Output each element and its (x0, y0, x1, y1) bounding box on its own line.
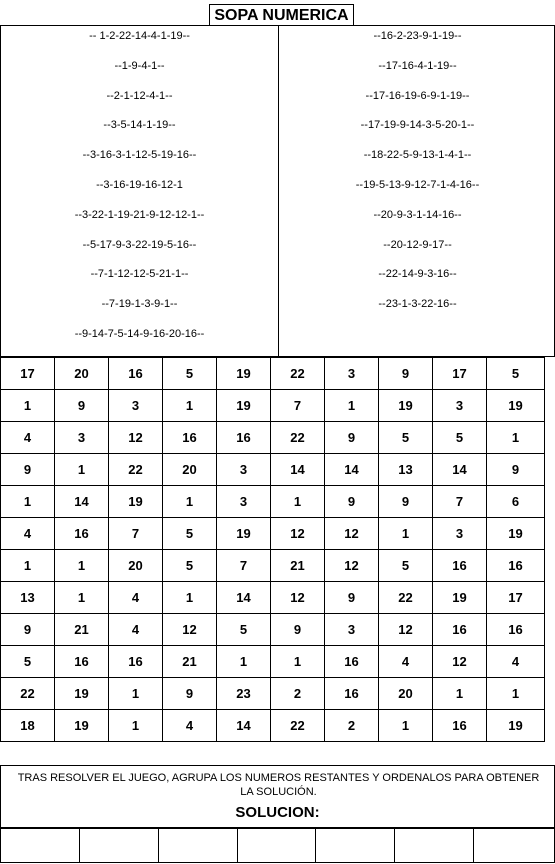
grid-cell[interactable]: 22 (379, 582, 433, 614)
clue-item: --20-9-3-1-14-16-- (373, 208, 462, 221)
grid-row (1, 582, 545, 614)
grid-cell[interactable]: 9 (163, 678, 217, 710)
grid-cell[interactable]: 16 (55, 646, 109, 678)
grid-cell[interactable]: 1 (163, 582, 217, 614)
grid-cell[interactable]: 1 (325, 390, 379, 422)
solution-box[interactable] (474, 829, 555, 863)
grid-cell[interactable]: 21 (55, 614, 109, 646)
clue-item: --16-2-23-9-1-19-- (373, 30, 462, 42)
grid-cell[interactable]: 1 (379, 710, 433, 742)
grid-cell[interactable]: 9 (379, 486, 433, 518)
clue-item: --19-5-13-9-12-7-1-4-16-- (355, 179, 480, 191)
grid-cell[interactable]: 16 (433, 710, 487, 742)
grid-cell[interactable]: 1 (1, 486, 55, 518)
grid-cell[interactable]: 3 (325, 614, 379, 646)
grid-cell[interactable]: 21 (271, 550, 325, 582)
grid-cell[interactable]: 1 (163, 486, 217, 518)
grid-cell[interactable]: 16 (433, 550, 487, 582)
grid-cell[interactable]: 19 (379, 390, 433, 422)
grid-cell[interactable]: 5 (433, 422, 487, 454)
grid-cell[interactable]: 12 (379, 614, 433, 646)
grid-cell[interactable]: 4 (1, 422, 55, 454)
grid-cell[interactable]: 16 (109, 358, 163, 390)
grid-cell[interactable]: 1 (55, 582, 109, 614)
grid-cell[interactable]: 14 (55, 486, 109, 518)
grid-cell[interactable]: 7 (271, 390, 325, 422)
solution-box[interactable] (79, 829, 158, 863)
grid-cell[interactable]: 12 (325, 550, 379, 582)
grid-cell[interactable]: 17 (433, 358, 487, 390)
grid-cell[interactable]: 5 (163, 550, 217, 582)
grid-cell[interactable]: 1 (109, 710, 163, 742)
clue-item: --17-16-4-1-19-- (378, 59, 457, 72)
grid-cell[interactable]: 3 (217, 486, 271, 518)
grid-cell[interactable]: 19 (217, 358, 271, 390)
clue-item: --7-19-1-3-9-1-- (101, 298, 178, 311)
grid-cell[interactable]: 20 (55, 358, 109, 390)
grid-cell[interactable]: 22 (271, 710, 325, 742)
grid-cell[interactable]: 16 (433, 614, 487, 646)
grid-cell[interactable]: 19 (55, 710, 109, 742)
grid-cell[interactable]: 12 (271, 518, 325, 550)
grid-cell[interactable]: 19 (217, 390, 271, 422)
grid-cell[interactable]: 4 (487, 646, 545, 678)
grid-cell[interactable]: 19 (487, 710, 545, 742)
grid-cell[interactable]: 13 (1, 582, 55, 614)
grid-cell[interactable]: 16 (487, 550, 545, 582)
grid-cell[interactable]: 12 (163, 614, 217, 646)
grid-cell[interactable]: 14 (325, 454, 379, 486)
grid-row (1, 486, 545, 518)
grid-cell[interactable]: 18 (1, 710, 55, 742)
grid-row (1, 422, 545, 454)
grid-cell[interactable]: 21 (163, 646, 217, 678)
clue-item: --9-14-7-5-14-9-16-20-16-- (74, 328, 205, 340)
grid-cell[interactable]: 22 (271, 422, 325, 454)
grid-cell[interactable]: 16 (325, 646, 379, 678)
grid-cell[interactable]: 7 (217, 550, 271, 582)
grid-cell[interactable]: 2 (325, 710, 379, 742)
page-title: SOPA NUMERICA (209, 4, 354, 25)
clue-list-left (1, 26, 278, 356)
grid-cell[interactable]: 5 (1, 646, 55, 678)
clue-list-right (279, 26, 555, 356)
grid-cell[interactable]: 19 (433, 582, 487, 614)
grid-cell[interactable]: 22 (271, 358, 325, 390)
grid-cell[interactable]: 19 (109, 486, 163, 518)
clue-item: -- 1-2-22-14-4-1-19-- (89, 30, 190, 42)
solution-box[interactable] (158, 829, 237, 863)
grid-row (1, 454, 545, 486)
grid-cell[interactable]: 2 (271, 678, 325, 710)
instructions-text: TRAS RESOLVER EL JUEGO, AGRUPA LOS NUMEROS RESTANTES Y ORDENALOS PARA OBTENER LA SOLUCIÓN. (17, 772, 540, 798)
grid-cell[interactable]: 9 (325, 422, 379, 454)
grid-cell[interactable]: 7 (109, 518, 163, 550)
grid-cell[interactable]: 19 (487, 390, 545, 422)
grid-cell[interactable]: 4 (109, 614, 163, 646)
grid-cell[interactable]: 5 (379, 422, 433, 454)
grid-cell[interactable]: 1 (217, 646, 271, 678)
solution-boxes (0, 828, 555, 863)
grid-cell[interactable]: 9 (271, 614, 325, 646)
grid-row (1, 550, 545, 582)
grid-cell[interactable]: 1 (1, 390, 55, 422)
grid-cell[interactable]: 16 (217, 422, 271, 454)
clue-item: --3-5-14-1-19-- (103, 119, 176, 132)
grid-cell[interactable]: 12 (271, 582, 325, 614)
grid-cell[interactable]: 16 (325, 678, 379, 710)
solution-box[interactable] (316, 829, 395, 863)
grid-cell[interactable]: 5 (163, 358, 217, 390)
grid-cell[interactable]: 5 (217, 614, 271, 646)
grid-cell[interactable]: 16 (55, 518, 109, 550)
grid-cell[interactable]: 6 (487, 486, 545, 518)
grid-cell[interactable]: 19 (55, 678, 109, 710)
clue-item: --22-14-9-3-16-- (378, 268, 457, 281)
clue-item: --3-22-1-19-21-9-12-12-1-- (74, 208, 205, 221)
grid-cell[interactable]: 9 (1, 614, 55, 646)
clue-item: --18-22-5-9-13-1-4-1-- (363, 149, 472, 162)
clue-panel (0, 25, 555, 357)
number-grid (0, 357, 545, 742)
clue-item: --23-1-3-22-16-- (378, 298, 457, 311)
grid-cell[interactable]: 16 (163, 422, 217, 454)
grid-cell[interactable]: 1 (487, 422, 545, 454)
clue-item: --3-16-19-16-12-1 (96, 179, 183, 191)
solution-box[interactable] (395, 829, 474, 863)
grid-cell[interactable]: 13 (379, 454, 433, 486)
grid-cell[interactable]: 4 (1, 518, 55, 550)
grid-cell[interactable]: 1 (109, 678, 163, 710)
grid-cell[interactable]: 9 (1, 454, 55, 486)
grid-cell[interactable]: 9 (379, 358, 433, 390)
grid-cell[interactable]: 5 (163, 518, 217, 550)
clue-item: --20-12-9-17-- (383, 238, 452, 251)
grid-cell[interactable]: 4 (379, 646, 433, 678)
solution-box[interactable] (237, 829, 316, 863)
grid-cell[interactable]: 22 (109, 454, 163, 486)
grid-cell[interactable]: 3 (217, 454, 271, 486)
grid-cell[interactable]: 4 (109, 582, 163, 614)
grid-cell[interactable]: 1 (1, 550, 55, 582)
grid-cell[interactable]: 9 (325, 486, 379, 518)
grid-cell[interactable]: 12 (433, 646, 487, 678)
grid-row (1, 358, 545, 390)
grid-cell[interactable]: 23 (217, 678, 271, 710)
grid-cell[interactable]: 1 (163, 390, 217, 422)
grid-row (1, 614, 545, 646)
grid-cell[interactable]: 16 (109, 646, 163, 678)
grid-cell[interactable]: 1 (379, 518, 433, 550)
clue-item: --3-16-3-1-12-5-19-16-- (82, 149, 197, 162)
grid-row (1, 518, 545, 550)
grid-cell[interactable]: 19 (217, 518, 271, 550)
grid-cell[interactable]: 17 (1, 358, 55, 390)
clue-item: --17-19-9-14-3-5-20-1-- (360, 119, 475, 132)
grid-cell[interactable]: 1 (487, 678, 545, 710)
grid-cell[interactable]: 14 (217, 582, 271, 614)
grid-cell[interactable]: 12 (109, 422, 163, 454)
grid-row (1, 646, 545, 678)
grid-cell[interactable]: 5 (379, 550, 433, 582)
solution-label: SOLUCION: (235, 804, 320, 821)
grid-cell[interactable]: 1 (55, 550, 109, 582)
clue-item: --5-17-9-3-22-19-5-16-- (82, 238, 197, 251)
grid-cell[interactable]: 20 (109, 550, 163, 582)
grid-cell[interactable]: 14 (217, 710, 271, 742)
grid-cell[interactable]: 14 (271, 454, 325, 486)
grid-cell[interactable]: 22 (1, 678, 55, 710)
grid-cell[interactable]: 4 (163, 710, 217, 742)
grid-cell[interactable]: 7 (433, 486, 487, 518)
grid-cell[interactable]: 1 (271, 646, 325, 678)
clue-item: --2-1-12-4-1-- (106, 89, 173, 102)
grid-cell[interactable]: 20 (379, 678, 433, 710)
grid-cell[interactable]: 1 (433, 678, 487, 710)
grid-cell[interactable]: 1 (271, 486, 325, 518)
grid-cell[interactable]: 5 (487, 358, 545, 390)
grid-row (1, 390, 545, 422)
grid-cell[interactable]: 3 (325, 358, 379, 390)
grid-cell[interactable]: 17 (487, 582, 545, 614)
grid-cell[interactable]: 20 (163, 454, 217, 486)
grid-cell[interactable]: 16 (487, 614, 545, 646)
grid-cell[interactable]: 3 (55, 422, 109, 454)
clue-item: --17-16-19-6-9-1-19-- (365, 89, 470, 102)
footer-panel (0, 765, 555, 828)
grid-cell[interactable]: 3 (433, 390, 487, 422)
grid-cell[interactable]: 9 (55, 390, 109, 422)
grid-cell[interactable]: 19 (487, 518, 545, 550)
grid-cell[interactable]: 1 (55, 454, 109, 486)
clue-item: --7-1-12-12-5-21-1-- (90, 268, 189, 281)
solution-box[interactable] (1, 829, 80, 863)
clue-item: --1-9-4-1-- (114, 59, 165, 72)
grid-row (1, 678, 545, 710)
grid-cell[interactable]: 12 (325, 518, 379, 550)
grid-cell[interactable]: 9 (325, 582, 379, 614)
grid-row (1, 710, 545, 742)
grid-cell[interactable]: 9 (487, 454, 545, 486)
grid-cell[interactable]: 14 (433, 454, 487, 486)
grid-cell[interactable]: 3 (109, 390, 163, 422)
grid-cell[interactable]: 3 (433, 518, 487, 550)
